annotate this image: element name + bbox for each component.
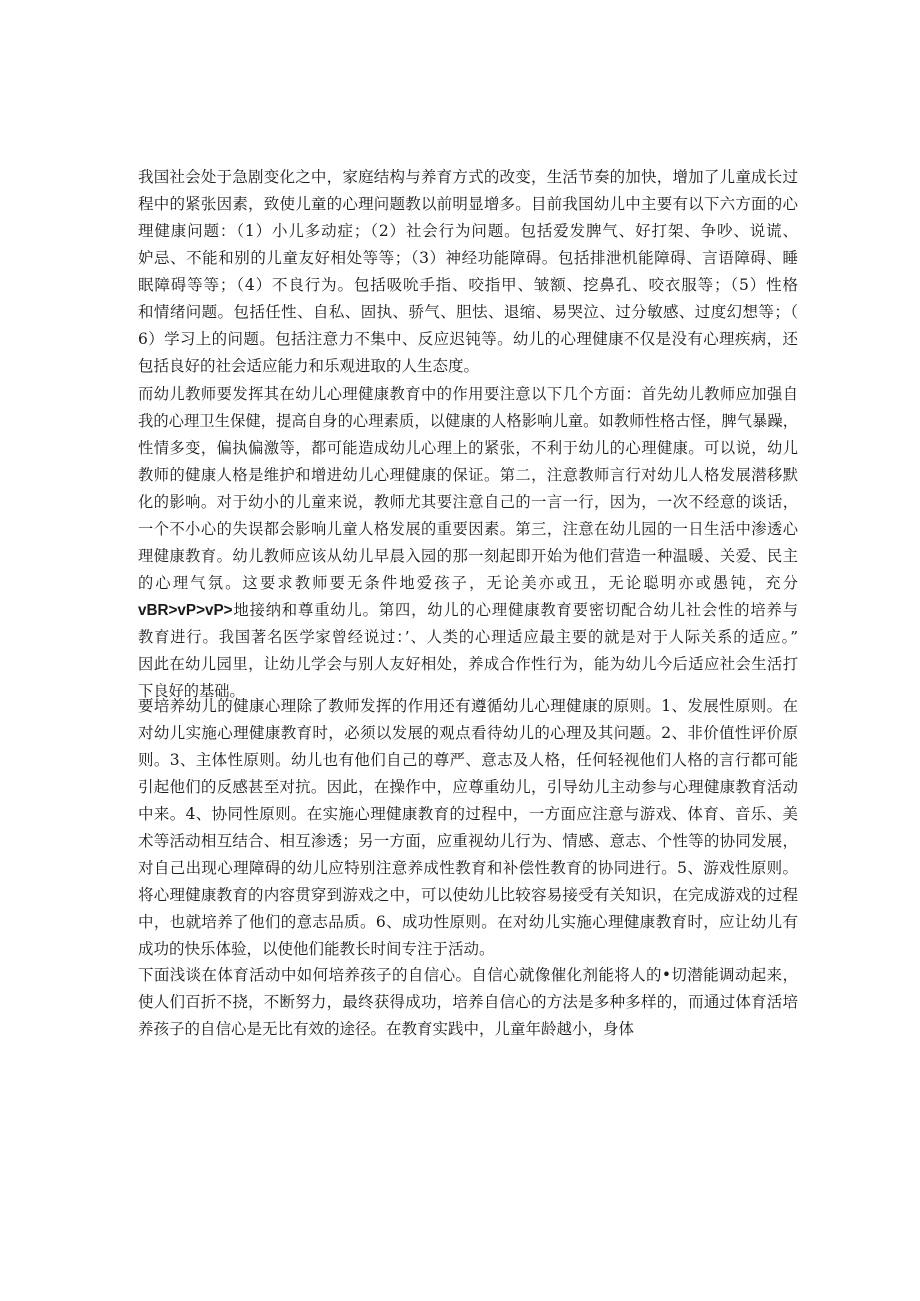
text-line: 养孩子的自信心是无比有效的途径。在教育实践中，儿童年龄越小，身体 — [138, 1020, 635, 1038]
paragraph-3 — [138, 693, 798, 963]
text-line: 使人们百折不挠，不断努力，最终获得成功，培养自信心的方法是多种多样的，而通过体育活培 — [138, 993, 798, 1011]
text-line: 中，也就培养了他们的意志品质。6、成功性原则。在对幼儿实施心理健康教育时，应让幼儿有 — [138, 913, 798, 931]
text-line: 的心理气氛。这要求教师要无条件地爱孩子，无论美亦或丑，无论聪明亦或愚钝，充分 — [138, 574, 798, 592]
text-line: 一个不小心的失误都会影响儿童人格发展的重要因素。第三，注意在幼儿园的一日生活中渗透心 — [138, 520, 798, 538]
text-line: 因此在幼儿园里，让幼儿学会与别人友好相处，养成合作性行为，能为幼儿今后适应社会生活打 — [138, 655, 798, 673]
text-line: 下良好的基础。 — [138, 682, 245, 700]
text-line: 妒忌、不能和别的儿童友好相处等等；（3）神经功能障碍。包括排泄机能障碍、言语障碍、睡 — [138, 249, 798, 267]
text-line: 对自己出现心理障碍的幼儿应特别注意养成性教育和补偿性教育的协同进行。5、游戏性原则。 — [138, 859, 798, 877]
text-line: 要培养幼儿的健康心理除了教师发挥的作用还有遵循幼儿心理健康的原则。1、发展性原则。在 — [138, 697, 798, 715]
markup-artifact: vBR>vP>vP> — [138, 602, 233, 619]
text-line: 眠障碍等等；（4）不良行为。包括吸吮手指、咬指甲、皱额、挖鼻孔、咬衣服等；（5）性格 — [138, 276, 798, 294]
paragraph-4 — [138, 962, 798, 1043]
text-line: 我的心理卫生保健，提高自身的心理素质，以健康的人格影响儿童。如教师性格古怪，脾气暴躁， — [138, 412, 798, 430]
text-line: 中来。4、协同性原则。在实施心理健康教育的过程中，一方面应注意与游戏、体育、音乐、美 — [138, 805, 798, 823]
paragraph-1 — [138, 164, 798, 380]
text-line: 6）学习上的问题。包括注意力不集中、反应迟钝等。幼儿的心理健康不仅是没有心理疾病，还 — [138, 330, 798, 348]
text-line: 引起他们的反感甚至对抗。因此，在操作中，应尊重幼儿，引导幼儿主动参与心理健康教育活动 — [138, 778, 798, 796]
text-line: 而幼儿教师要发挥其在幼儿心理健康教育中的作用要注意以下几个方面：首先幼儿教师应加强自 — [138, 385, 798, 403]
text-line: 性情多变，偏执偏激等，都可能造成幼儿心理上的紧张，不利于幼儿的心理健康。可以说，幼儿 — [138, 439, 798, 457]
text-fragment: 地接纳和尊重幼儿。第四，幼儿的心理健康教育要密切配合幼儿社会性的培养与 — [232, 601, 798, 619]
text-line: 理健康问题：（1）小儿多动症；（2）社会行为问题。包括爱发脾气、好打架、争吵、说谎、 — [138, 222, 798, 240]
text-line: 化的影响。对于幼小的儿童来说，教师尤其要注意自己的一言一行，因为，一次不经意的谈话， — [138, 493, 798, 511]
text-line: 我国社会处于急剧变化之中，家庭结构与养育方式的改变，生活节奏的加快，增加了儿童成长过 — [138, 168, 798, 186]
text-line: 则。3、主体性原则。幼儿也有他们自己的尊严、意志及人格，任何轻视他们人格的言行都可能 — [138, 751, 798, 769]
text-line: 术等活动相互结合、相互渗透；另一方面，应重视幼儿行为、情感、意志、个性等的协同发展， — [138, 832, 798, 850]
text-line: 对幼儿实施心理健康教育时，必须以发展的观点看待幼儿的心理及其问题。2、非价值性评价原 — [138, 724, 798, 742]
text-line: 成功的快乐体验，以使他们能教长时间专注于活动。 — [138, 940, 495, 958]
text-line: 包括良好的社会适应能力和乐观进取的人生态度。 — [138, 357, 480, 375]
text-line: 教育进行。我国著名医学家曾经说过：’、人类的心理适应最主要的就是对于人际关系的适应。” — [138, 628, 798, 646]
text-line: 下面浅谈在体育活动中如何培养孩子的自信心。自信心就像催化剂能将人的•切潜能调动起来， — [138, 966, 798, 984]
text-line: 理健康教育。幼儿教师应该从幼儿早晨入园的那一刻起即开始为他们营造一种温暖、关爱、民主 — [138, 547, 798, 565]
text-line-with-artifact — [138, 597, 798, 624]
paragraph-2 — [138, 381, 798, 705]
text-line: 教师的健康人格是维护和增进幼儿心理健康的保证。第二，注意教师言行对幼儿人格发展潜移默 — [138, 466, 798, 484]
text-line: 将心理健康教育的内容贯穿到游戏之中，可以使幼儿比较容易接受有关知识，在完成游戏的过程 — [138, 886, 798, 904]
text-line: 程中的紧张因素，致使儿童的心理问题教以前明显增多。目前我国幼儿中主要有以下六方面的心 — [138, 195, 798, 213]
text-line: 和情绪问题。包括任性、自私、固执、骄气、胆怯、退缩、易哭泣、过分敏感、过度幻想等；（ — [138, 303, 798, 321]
